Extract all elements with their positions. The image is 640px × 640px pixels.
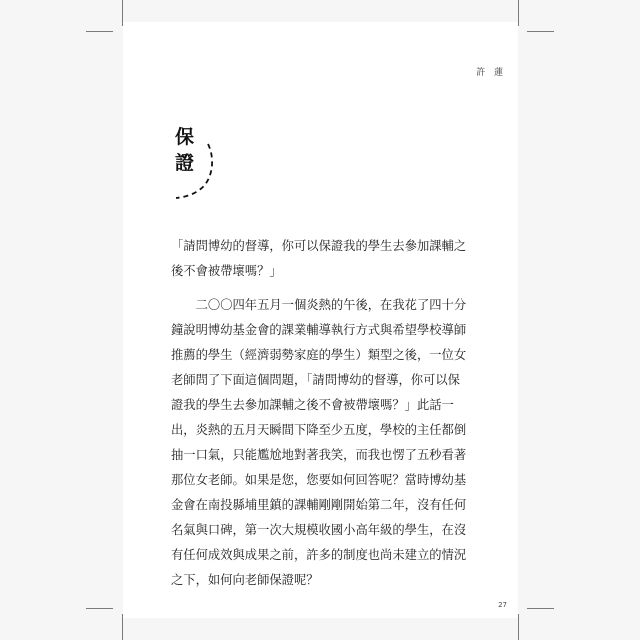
title-char: 保 — [175, 126, 195, 148]
crop-mark — [86, 31, 113, 32]
page-number: 27 — [498, 601, 507, 609]
paragraph: 二〇〇四年五月一個炎熱的午後，在我花了四十分鐘說明博幼基金會的課業輔導執行方式與希望學校導師推薦的學生（經濟弱勢家庭的學生）類型之後，一位女老師問了下面這個問題，「請問博幼的督導，你可以保證我的學生去參加課輔之後不會被帶壞嗎？」此話一出，炎熱的五月天瞬間下降至少五度，學校的主任都倒抽一口氣，只能尷尬地對著我笑，而我也愣了五秒看著那位女老師。如果是您，您要如何回答呢？當時博幼基金會在南投縣埔里鎮的課輔剛剛開始第二年，沒有任何名氣與口碑，第一次大規模收國小高年級的學生，在沒有任何成效與成果之前，許多的制度也尚未建立的情況之下，如何向老師保證呢？ — [171, 298, 467, 587]
title-char: 證 — [175, 152, 195, 174]
running-header: 許 蓮 — [476, 68, 506, 78]
crop-mark — [527, 608, 554, 609]
book-page — [123, 22, 518, 618]
opening-quote: 「請問博幼的督導，你可以保證我的學生去參加課輔之後不會被帶壞嗎？」 — [171, 239, 467, 278]
crop-mark — [86, 608, 113, 609]
crop-mark — [518, 614, 519, 640]
crop-mark — [527, 31, 554, 32]
body-text — [171, 234, 471, 593]
crop-mark — [518, 0, 519, 26]
chapter-title — [174, 126, 224, 206]
dashed-arc-ornament — [174, 126, 224, 206]
